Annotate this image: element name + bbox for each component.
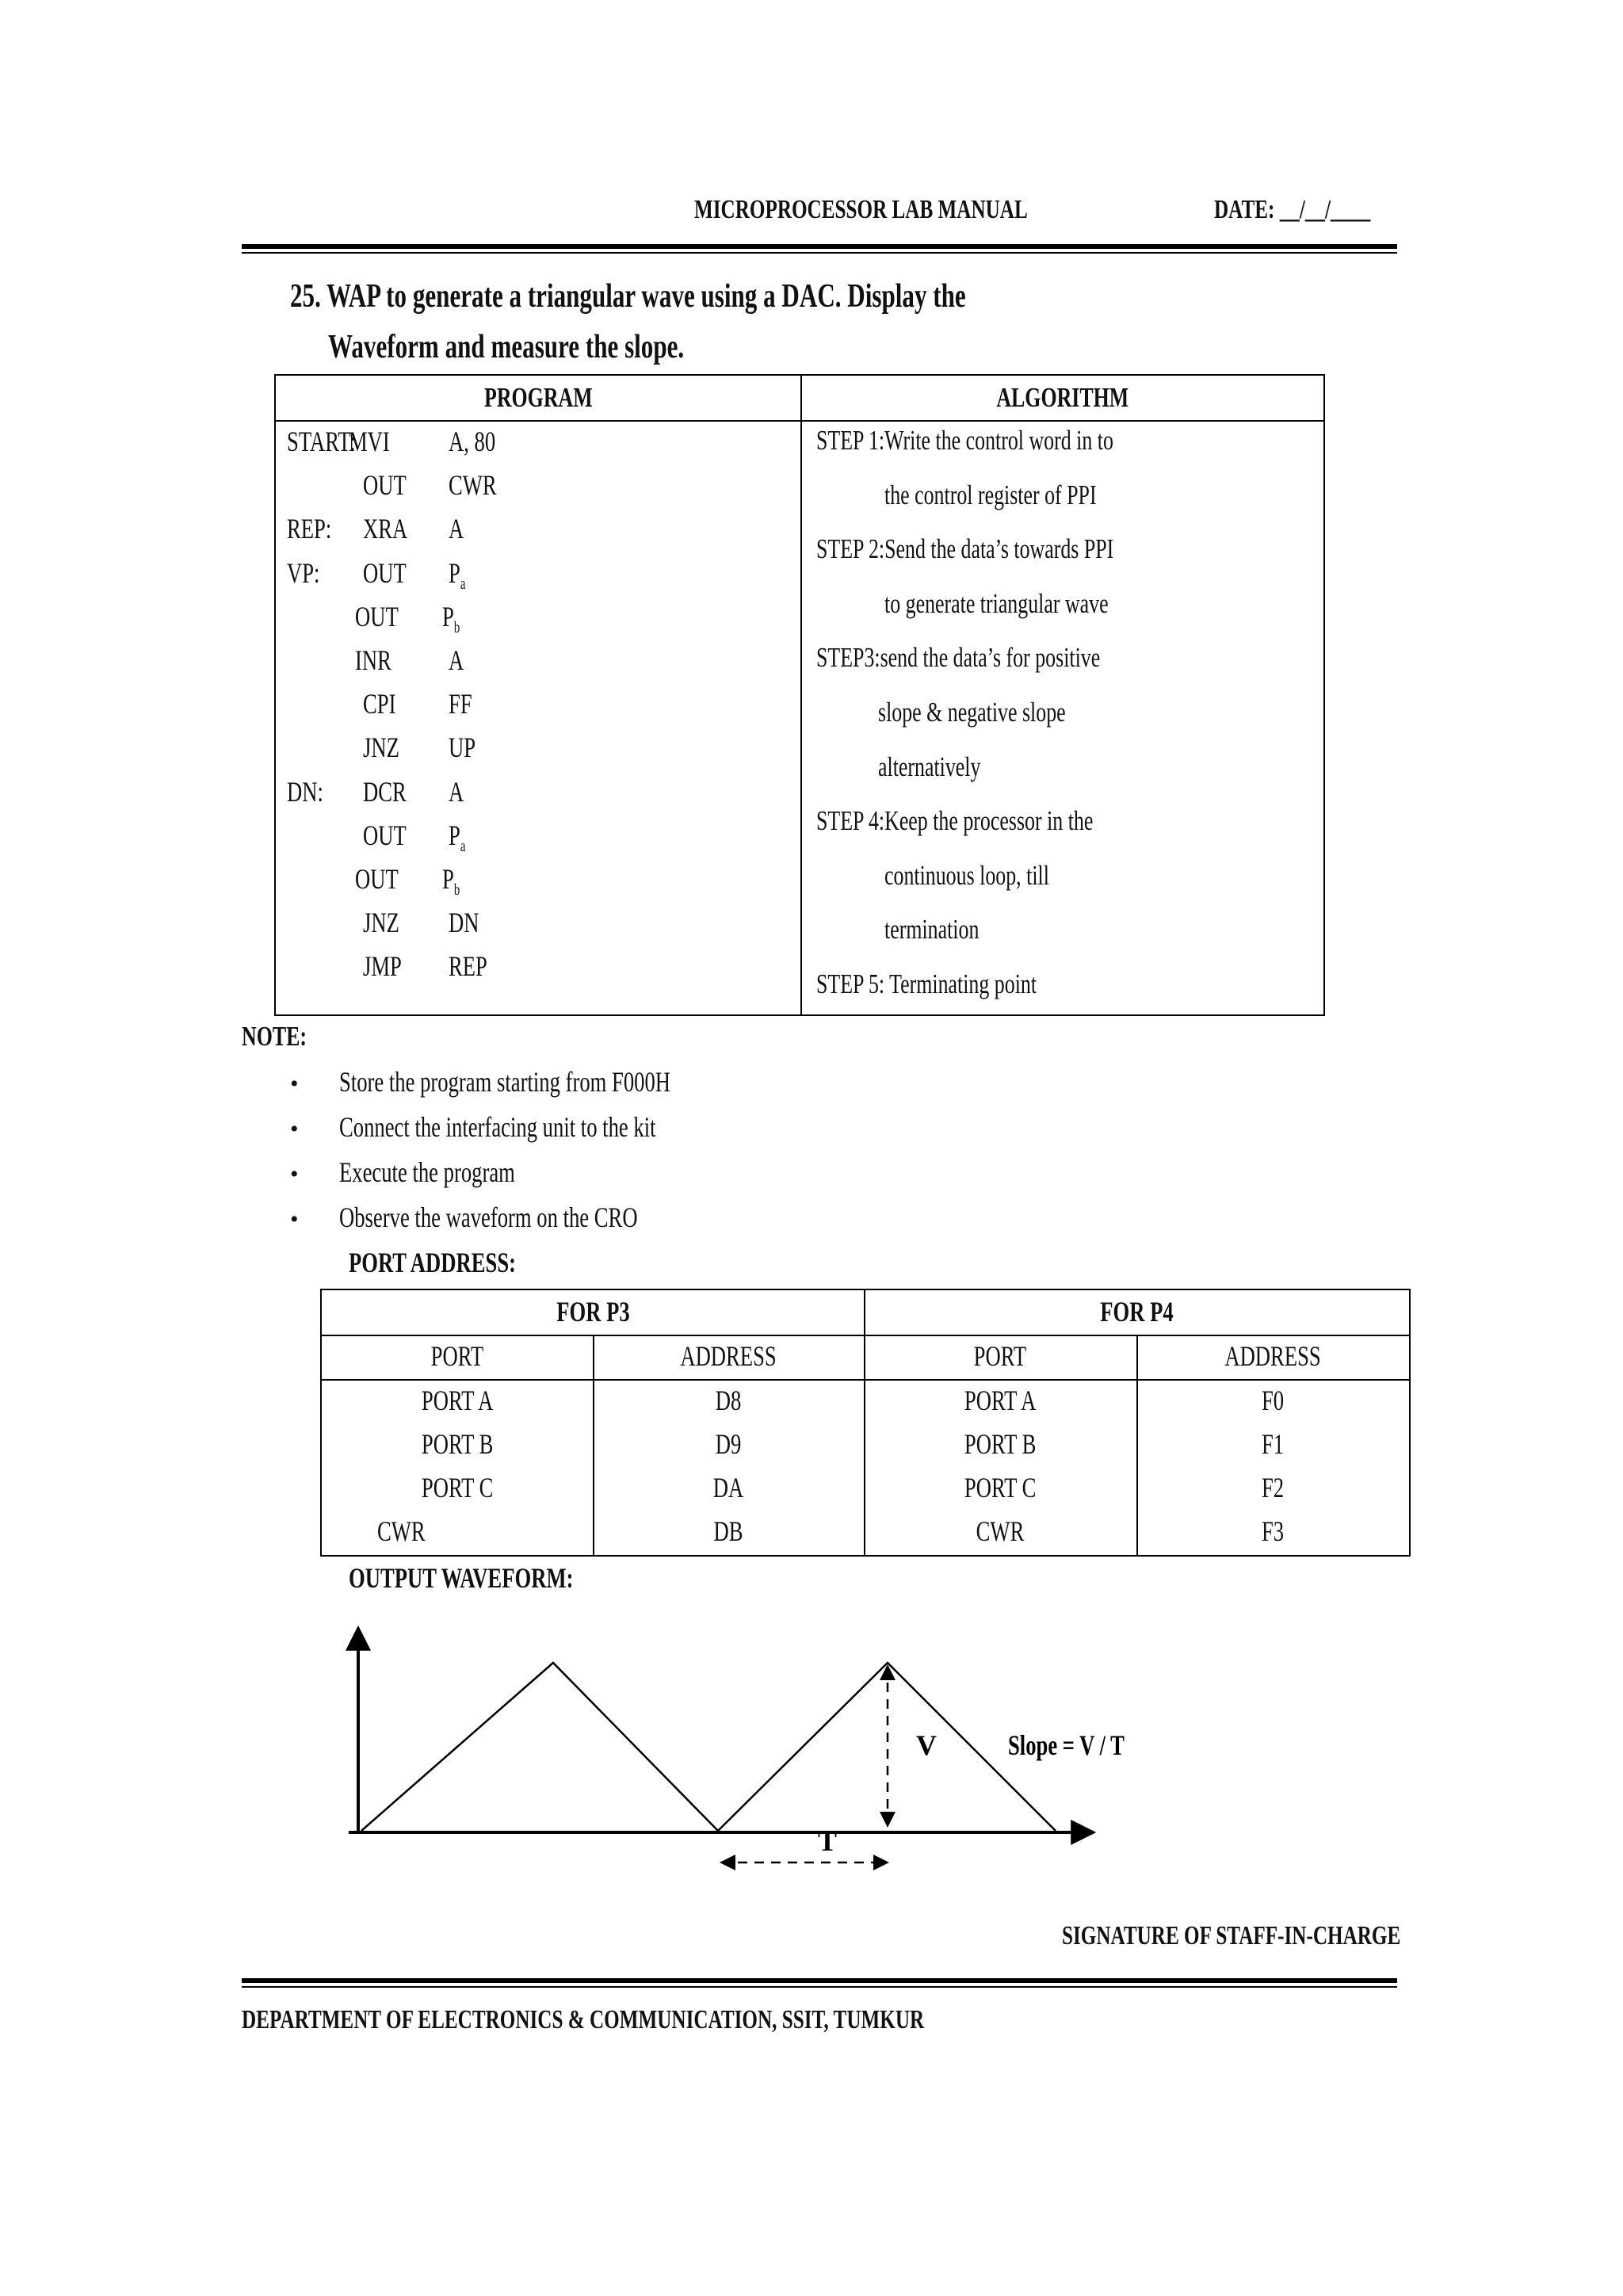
algorithm-step: STEP3:send the data’s for positive [816,642,1101,674]
footer-rule-thin [242,1986,1397,1988]
port-column-header: ADDRESS [680,1340,777,1372]
program-label: VP: [287,556,320,589]
port-subscript: a [460,837,466,855]
port-group-header: FOR P4 [1099,1296,1174,1328]
algorithm-header: ALGORITHM [996,382,1129,413]
port-address-cell: F2 [1261,1472,1285,1503]
algorithm-step: STEP 4:Keep the processor in the [816,805,1094,837]
program-operand: REP [449,950,487,983]
port-group-header: FOR P3 [556,1296,630,1328]
program-mnemonic: JNZ [363,732,399,764]
program-operand: A [449,775,464,808]
program-operand: $P_a$ [449,819,466,855]
table-column-divider [800,376,802,1014]
program-line [276,468,799,512]
table-header-divider [276,420,1323,422]
program-operand: A [449,513,464,545]
note-item: • Store the program starting from F000H [290,1066,671,1098]
port-address-label: PORT ADDRESS: [349,1247,517,1278]
table-row-divider [322,1379,1409,1381]
program-line [276,862,799,906]
program-line [276,949,799,993]
program-operand: A, 80 [449,426,496,457]
program-line [276,644,799,687]
port-address-table [320,1289,1411,1557]
triangle-wave-trace [361,1663,1056,1831]
program-mnemonic: OUT [355,863,399,895]
port-address-cell: DA [712,1472,744,1503]
t-label: T [818,1825,838,1857]
port-name-cell: CWR [377,1515,426,1547]
port-column-header: PORT [973,1340,1027,1372]
port-address-cell: F3 [1261,1515,1285,1547]
program-line [276,906,799,949]
note-item: • Observe the waveform on the CRO [290,1201,638,1233]
department-footer: DEPARTMENT OF ELECTRONICS & COMMUNICATION, SSIT, TUMKUR [242,2005,925,2034]
program-mnemonic: INR [355,644,391,676]
port-name-cell: PORT B [964,1428,1037,1460]
bullet-icon: • [290,1071,299,1097]
program-operand: $P_b$ [442,863,460,899]
program-mnemonic: CPI [363,688,396,720]
program-mnemonic: JNZ [363,907,399,939]
port-name-cell: PORT C [421,1472,494,1503]
algorithm-step-continuation: termination [884,914,980,946]
question-title: 25. WAP to generate a triangular wave using a DAC. Display the [290,278,966,315]
program-operand: FF [449,688,472,720]
port-name-cell: PORT A [964,1385,1037,1416]
algorithm-step-continuation: the control register of PPI [884,479,1097,510]
port-address-cell: F1 [1261,1428,1285,1460]
algorithm-step-continuation: slope & negative slope [878,697,1066,728]
table-row-divider [322,1335,1409,1336]
algorithm-step: STEP 1:Write the control word in to [816,425,1113,456]
date-field: DATE: __/__/____ [1214,195,1371,224]
port-address-cell: DB [713,1515,743,1547]
note-label: NOTE: [242,1021,307,1052]
program-algorithm-table [274,374,1325,1016]
algorithm-step-continuation: continuous loop, till [884,859,1049,891]
program-operand: UP [449,732,476,764]
port-address-cell: F0 [1261,1385,1285,1416]
program-mnemonic: OUT [363,556,407,589]
algorithm-step: STEP 5: Terminating point [816,968,1037,999]
program-line [276,731,799,774]
program-mnemonic: DCR [363,775,407,808]
output-waveform-label: OUTPUT WAVEFORM: [349,1562,574,1594]
header-rule-thick [242,244,1397,249]
program-label: START: [287,426,356,457]
program-line [276,512,799,556]
triangular-waveform-diagram [333,1617,1141,1886]
program-line [276,687,799,731]
port-name-cell: PORT C [964,1472,1037,1503]
port-subscript: a [460,575,466,593]
bullet-icon: • [290,1116,299,1142]
algorithm-step-continuation: alternatively [878,751,981,782]
bullet-icon: • [290,1206,299,1232]
program-mnemonic: OUT [363,469,407,502]
port-subscript: b [453,881,460,899]
program-label: REP: [287,513,332,545]
program-mnemonic: JMP [363,950,402,983]
program-line [276,600,799,644]
question-subtitle: Waveform and measure the slope. [328,329,685,365]
header-rule-thin [242,252,1397,254]
footer-rule-thick [242,1978,1397,1983]
program-line [276,819,799,862]
port-name-cell: CWR [976,1515,1025,1547]
program-line [276,556,799,600]
program-header: PROGRAM [483,382,593,413]
program-line [276,775,799,819]
port-column-header: ADDRESS [1224,1340,1321,1372]
port-address-cell: D8 [715,1385,742,1416]
bullet-icon: • [290,1161,299,1187]
signature-line: SIGNATURE OF STAFF-IN-CHARGE [1062,1921,1401,1950]
note-item: • Execute the program [290,1156,515,1188]
program-line [276,425,799,468]
port-name-cell: PORT A [421,1385,494,1416]
program-operand: A [449,644,464,676]
algorithm-step: STEP 2:Send the data’s towards PPI [816,533,1114,565]
program-operand: DN [449,907,479,939]
program-mnemonic: OUT [363,819,407,851]
v-label: V [916,1729,937,1761]
header-title: MICROPROCESSOR LAB MANUAL [694,195,1028,224]
program-label: DN: [287,775,323,808]
port-column-header: PORT [430,1340,484,1372]
algorithm-step-continuation: to generate triangular wave [884,587,1109,619]
port-address-cell: D9 [715,1428,742,1460]
port-name-cell: PORT B [421,1428,494,1460]
note-item: • Connect the interfacing unit to the kit [290,1111,656,1143]
program-operand: $P_a$ [449,556,466,593]
port-subscript: b [453,618,460,636]
slope-label: Slope = V / T [1008,1729,1125,1761]
program-operand: $P_b$ [442,600,460,636]
program-mnemonic: XRA [363,513,408,545]
program-mnemonic: MVI [349,426,390,457]
program-operand: CWR [449,469,497,502]
program-mnemonic: OUT [355,600,399,632]
